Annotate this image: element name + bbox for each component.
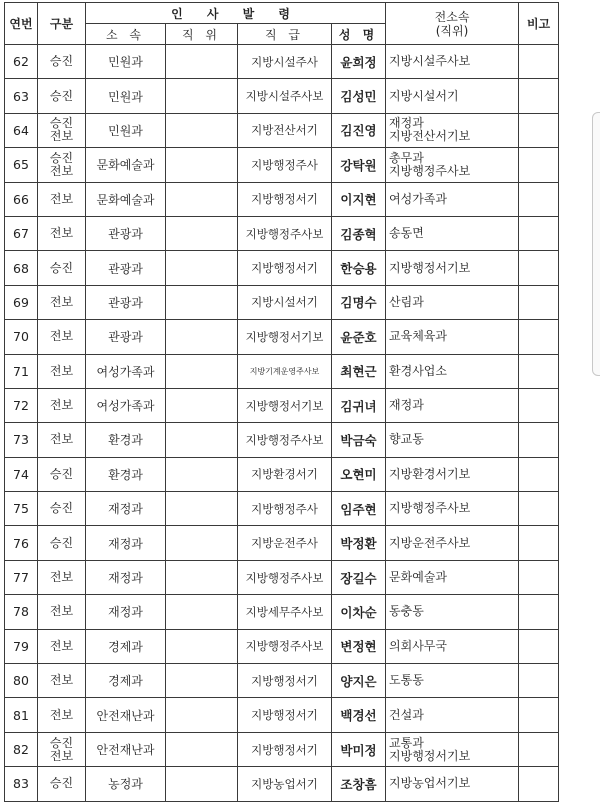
row-type-line: 승진 bbox=[49, 116, 74, 131]
row-prev-line: 의회사무국 bbox=[389, 638, 447, 653]
row-rank: 지방행정서기보 bbox=[238, 388, 332, 422]
row-name: 오현미 bbox=[332, 457, 386, 491]
row-position bbox=[166, 216, 238, 250]
row-name: 양지은 bbox=[332, 664, 386, 698]
table-row bbox=[5, 423, 559, 457]
table-row bbox=[5, 216, 559, 250]
row-prev-line: 지방전산서기보 bbox=[389, 129, 471, 144]
row-type bbox=[38, 45, 86, 79]
row-num: 64 bbox=[5, 113, 38, 147]
row-num: 66 bbox=[5, 182, 38, 216]
row-type-line: 전보 bbox=[49, 129, 74, 144]
row-type bbox=[38, 320, 86, 354]
row-type bbox=[38, 423, 86, 457]
row-dept: 여성가족과 bbox=[86, 388, 166, 422]
row-name: 한승용 bbox=[332, 251, 386, 285]
row-type bbox=[38, 182, 86, 216]
header-position: 직 위 bbox=[166, 24, 238, 45]
row-type bbox=[38, 698, 86, 732]
row-name: 장길수 bbox=[332, 560, 386, 594]
row-rank: 지방농업서기 bbox=[238, 767, 332, 801]
row-type bbox=[38, 767, 86, 801]
header-note: 비고 bbox=[519, 3, 559, 45]
row-dept: 문화예술과 bbox=[86, 148, 166, 182]
side-scroll-tab[interactable] bbox=[592, 112, 600, 376]
header-num: 연번 bbox=[5, 3, 38, 45]
row-note bbox=[519, 113, 559, 147]
row-dept: 민원과 bbox=[86, 113, 166, 147]
row-type-line: 전보 bbox=[49, 398, 74, 413]
header-type: 구분 bbox=[38, 3, 86, 45]
row-num: 62 bbox=[5, 45, 38, 79]
row-type-line: 승진 bbox=[49, 150, 74, 165]
row-type-line: 전보 bbox=[49, 226, 74, 241]
row-prev-line: 지방행정서기보 bbox=[389, 748, 471, 763]
row-num: 74 bbox=[5, 457, 38, 491]
row-dept: 환경과 bbox=[86, 423, 166, 457]
row-position bbox=[166, 629, 238, 663]
table-row bbox=[5, 560, 559, 594]
row-prev bbox=[386, 698, 519, 732]
row-dept: 민원과 bbox=[86, 45, 166, 79]
row-num: 69 bbox=[5, 285, 38, 319]
row-position bbox=[166, 182, 238, 216]
row-rank: 지방운전주사 bbox=[238, 526, 332, 560]
row-rank: 지방행정주사보 bbox=[238, 560, 332, 594]
row-prev bbox=[386, 113, 519, 147]
row-type bbox=[38, 526, 86, 560]
row-note bbox=[519, 79, 559, 113]
row-dept: 관광과 bbox=[86, 216, 166, 250]
row-position bbox=[166, 423, 238, 457]
header-prev-sub: (직위) bbox=[435, 23, 469, 38]
row-prev-line: 총무과 bbox=[389, 150, 424, 165]
table-row bbox=[5, 664, 559, 698]
row-note bbox=[519, 526, 559, 560]
row-prev-line: 환경사업소 bbox=[389, 363, 447, 378]
table-row bbox=[5, 767, 559, 801]
row-note bbox=[519, 182, 559, 216]
row-prev-line: 지방행정주사보 bbox=[389, 501, 471, 516]
table-row bbox=[5, 492, 559, 526]
row-prev bbox=[386, 320, 519, 354]
row-note bbox=[519, 457, 559, 491]
row-note bbox=[519, 320, 559, 354]
row-note bbox=[519, 595, 559, 629]
row-name: 조창흠 bbox=[332, 767, 386, 801]
row-prev-line: 지방농업서기보 bbox=[389, 776, 471, 791]
row-prev-line: 재정과 bbox=[389, 116, 424, 131]
row-prev-line: 지방행정서기보 bbox=[389, 260, 471, 275]
row-type-line: 전보 bbox=[49, 294, 74, 309]
row-name: 박금숙 bbox=[332, 423, 386, 457]
row-note bbox=[519, 251, 559, 285]
table-header bbox=[5, 3, 559, 45]
row-note bbox=[519, 492, 559, 526]
row-type bbox=[38, 113, 86, 147]
row-prev bbox=[386, 285, 519, 319]
row-name: 윤준호 bbox=[332, 320, 386, 354]
row-prev bbox=[386, 45, 519, 79]
row-num: 80 bbox=[5, 664, 38, 698]
row-type bbox=[38, 216, 86, 250]
row-rank: 지방시설주사보 bbox=[238, 79, 332, 113]
row-note bbox=[519, 732, 559, 766]
row-position bbox=[166, 388, 238, 422]
header-name: 성 명 bbox=[332, 24, 386, 45]
row-rank: 지방시설서기 bbox=[238, 285, 332, 319]
row-note bbox=[519, 698, 559, 732]
table-row bbox=[5, 354, 559, 388]
row-position bbox=[166, 595, 238, 629]
row-type bbox=[38, 148, 86, 182]
row-num: 70 bbox=[5, 320, 38, 354]
row-type bbox=[38, 560, 86, 594]
row-type-line: 전보 bbox=[49, 191, 74, 206]
row-prev-line: 여성가족과 bbox=[389, 191, 447, 206]
row-prev-line: 동충동 bbox=[389, 604, 424, 619]
row-prev-line: 지방환경서기보 bbox=[389, 466, 471, 481]
row-dept: 경제과 bbox=[86, 664, 166, 698]
row-type-line: 전보 bbox=[49, 432, 74, 447]
row-prev bbox=[386, 664, 519, 698]
row-type-line: 승진 bbox=[49, 260, 74, 275]
header-prev-label: 전소속 bbox=[434, 9, 470, 24]
row-position bbox=[166, 457, 238, 491]
header-dept: 소 속 bbox=[86, 24, 166, 45]
table-row bbox=[5, 251, 559, 285]
row-dept: 관광과 bbox=[86, 320, 166, 354]
row-note bbox=[519, 45, 559, 79]
row-prev bbox=[386, 732, 519, 766]
row-prev bbox=[386, 423, 519, 457]
row-dept: 경제과 bbox=[86, 629, 166, 663]
row-position bbox=[166, 560, 238, 594]
table-row bbox=[5, 457, 559, 491]
row-name: 김성민 bbox=[332, 79, 386, 113]
row-type-line: 전보 bbox=[49, 570, 74, 585]
row-rank: 지방행정주사 bbox=[238, 148, 332, 182]
row-type-line: 승진 bbox=[49, 535, 74, 550]
row-rank: 지방시설주사 bbox=[238, 45, 332, 79]
personnel-order-table bbox=[4, 2, 559, 802]
table-row bbox=[5, 148, 559, 182]
row-type-line: 전보 bbox=[49, 673, 74, 688]
header-rank: 직 급 bbox=[238, 24, 332, 45]
row-type bbox=[38, 388, 86, 422]
row-prev bbox=[386, 492, 519, 526]
row-dept: 재정과 bbox=[86, 560, 166, 594]
row-prev bbox=[386, 560, 519, 594]
row-prev-line: 향교동 bbox=[389, 432, 424, 447]
row-type-line: 승진 bbox=[49, 501, 74, 516]
row-dept: 재정과 bbox=[86, 492, 166, 526]
row-position bbox=[166, 251, 238, 285]
table-row bbox=[5, 285, 559, 319]
row-prev-line: 건설과 bbox=[389, 707, 424, 722]
row-dept: 환경과 bbox=[86, 457, 166, 491]
row-dept: 관광과 bbox=[86, 251, 166, 285]
row-dept: 민원과 bbox=[86, 79, 166, 113]
row-type-line: 승진 bbox=[49, 466, 74, 481]
row-dept: 안전재난과 bbox=[86, 698, 166, 732]
row-type-line: 전보 bbox=[49, 363, 74, 378]
row-name: 박미정 bbox=[332, 732, 386, 766]
row-type bbox=[38, 492, 86, 526]
row-note bbox=[519, 767, 559, 801]
row-rank: 지방행정서기보 bbox=[238, 320, 332, 354]
table-body bbox=[5, 45, 559, 802]
row-name: 김종혁 bbox=[332, 216, 386, 250]
row-name: 이지현 bbox=[332, 182, 386, 216]
row-num: 72 bbox=[5, 388, 38, 422]
row-prev-line: 교통과 bbox=[389, 735, 424, 750]
row-type-line: 승진 bbox=[49, 735, 74, 750]
row-position bbox=[166, 113, 238, 147]
row-type-line: 전보 bbox=[49, 707, 74, 722]
row-type bbox=[38, 79, 86, 113]
row-prev bbox=[386, 251, 519, 285]
row-position bbox=[166, 354, 238, 388]
row-prev bbox=[386, 79, 519, 113]
row-num: 79 bbox=[5, 629, 38, 663]
row-name: 백경선 bbox=[332, 698, 386, 732]
row-position bbox=[166, 79, 238, 113]
row-rank: 지방기계운영주사보 bbox=[238, 354, 332, 388]
row-note bbox=[519, 354, 559, 388]
row-position bbox=[166, 526, 238, 560]
row-prev-line: 교육체육과 bbox=[389, 329, 447, 344]
row-prev-line: 문화예술과 bbox=[389, 570, 447, 585]
row-name: 박정환 bbox=[332, 526, 386, 560]
row-type bbox=[38, 595, 86, 629]
row-num: 71 bbox=[5, 354, 38, 388]
row-rank: 지방행정주사보 bbox=[238, 423, 332, 457]
row-rank: 지방행정서기 bbox=[238, 182, 332, 216]
row-num: 63 bbox=[5, 79, 38, 113]
row-num: 76 bbox=[5, 526, 38, 560]
row-prev-line: 도통동 bbox=[389, 673, 424, 688]
row-type-line: 승진 bbox=[49, 54, 74, 69]
table-row bbox=[5, 388, 559, 422]
row-position bbox=[166, 320, 238, 354]
row-type-line: 승진 bbox=[49, 88, 74, 103]
row-position bbox=[166, 767, 238, 801]
row-prev bbox=[386, 388, 519, 422]
row-dept: 관광과 bbox=[86, 285, 166, 319]
row-type bbox=[38, 732, 86, 766]
row-note bbox=[519, 629, 559, 663]
row-note bbox=[519, 285, 559, 319]
row-num: 81 bbox=[5, 698, 38, 732]
row-num: 73 bbox=[5, 423, 38, 457]
row-name: 임주현 bbox=[332, 492, 386, 526]
row-note bbox=[519, 388, 559, 422]
row-type-line: 전보 bbox=[49, 638, 74, 653]
row-rank: 지방환경서기 bbox=[238, 457, 332, 491]
row-prev bbox=[386, 354, 519, 388]
row-prev bbox=[386, 148, 519, 182]
table-row bbox=[5, 113, 559, 147]
row-prev-line: 송동면 bbox=[389, 226, 424, 241]
row-position bbox=[166, 492, 238, 526]
row-num: 77 bbox=[5, 560, 38, 594]
row-prev-line: 지방운전주사보 bbox=[389, 535, 471, 550]
row-position bbox=[166, 285, 238, 319]
row-prev-line: 산림과 bbox=[389, 294, 424, 309]
row-num: 78 bbox=[5, 595, 38, 629]
table-row bbox=[5, 698, 559, 732]
row-rank: 지방행정서기 bbox=[238, 251, 332, 285]
row-name: 최현근 bbox=[332, 354, 386, 388]
row-position bbox=[166, 698, 238, 732]
row-prev-line: 지방시설주사보 bbox=[389, 54, 471, 69]
row-type-line: 전보 bbox=[49, 163, 74, 178]
row-prev bbox=[386, 526, 519, 560]
row-prev bbox=[386, 767, 519, 801]
row-dept: 재정과 bbox=[86, 526, 166, 560]
row-note bbox=[519, 664, 559, 698]
row-dept: 안전재난과 bbox=[86, 732, 166, 766]
row-prev bbox=[386, 595, 519, 629]
row-name: 윤희정 bbox=[332, 45, 386, 79]
row-prev bbox=[386, 629, 519, 663]
row-type bbox=[38, 285, 86, 319]
row-position bbox=[166, 148, 238, 182]
row-rank: 지방행정서기 bbox=[238, 664, 332, 698]
table-row bbox=[5, 629, 559, 663]
row-num: 67 bbox=[5, 216, 38, 250]
row-prev-line: 재정과 bbox=[389, 398, 424, 413]
row-type-line: 전보 bbox=[49, 748, 74, 763]
row-type-line: 승진 bbox=[49, 776, 74, 791]
row-dept: 농정과 bbox=[86, 767, 166, 801]
row-rank: 지방행정주사보 bbox=[238, 216, 332, 250]
row-num: 65 bbox=[5, 148, 38, 182]
row-name: 김진영 bbox=[332, 113, 386, 147]
row-note bbox=[519, 148, 559, 182]
row-rank: 지방행정주사 bbox=[238, 492, 332, 526]
row-type bbox=[38, 354, 86, 388]
row-type bbox=[38, 251, 86, 285]
row-num: 83 bbox=[5, 767, 38, 801]
row-rank: 지방전산서기 bbox=[238, 113, 332, 147]
table-row bbox=[5, 320, 559, 354]
row-prev-line: 지방시설서기 bbox=[389, 88, 459, 103]
row-type bbox=[38, 629, 86, 663]
row-name: 변정현 bbox=[332, 629, 386, 663]
row-type-line: 전보 bbox=[49, 329, 74, 344]
row-prev bbox=[386, 216, 519, 250]
row-position bbox=[166, 664, 238, 698]
row-note bbox=[519, 560, 559, 594]
row-name: 강탁원 bbox=[332, 148, 386, 182]
table-row bbox=[5, 79, 559, 113]
row-name: 이차순 bbox=[332, 595, 386, 629]
row-name: 김귀녀 bbox=[332, 388, 386, 422]
row-position bbox=[166, 45, 238, 79]
row-prev bbox=[386, 457, 519, 491]
row-prev-line: 지방행정주사보 bbox=[389, 163, 471, 178]
row-name: 김명수 bbox=[332, 285, 386, 319]
row-rank: 지방행정주사보 bbox=[238, 629, 332, 663]
row-dept: 문화예술과 bbox=[86, 182, 166, 216]
row-dept: 여성가족과 bbox=[86, 354, 166, 388]
table-row bbox=[5, 45, 559, 79]
row-note bbox=[519, 423, 559, 457]
row-rank: 지방행정서기 bbox=[238, 732, 332, 766]
row-num: 68 bbox=[5, 251, 38, 285]
table-row bbox=[5, 732, 559, 766]
row-position bbox=[166, 732, 238, 766]
row-dept: 재정과 bbox=[86, 595, 166, 629]
table-row bbox=[5, 526, 559, 560]
personnel-order-table-sheet bbox=[4, 2, 558, 802]
header-order-group: 인 사 발 령 bbox=[86, 3, 386, 24]
row-num: 75 bbox=[5, 492, 38, 526]
row-num: 82 bbox=[5, 732, 38, 766]
row-rank: 지방행정서기 bbox=[238, 698, 332, 732]
row-note bbox=[519, 216, 559, 250]
header-prev bbox=[386, 3, 519, 45]
row-prev bbox=[386, 182, 519, 216]
table-row bbox=[5, 182, 559, 216]
row-type bbox=[38, 457, 86, 491]
row-type bbox=[38, 664, 86, 698]
row-rank: 지방세무주사보 bbox=[238, 595, 332, 629]
table-row bbox=[5, 595, 559, 629]
row-type-line: 전보 bbox=[49, 604, 74, 619]
